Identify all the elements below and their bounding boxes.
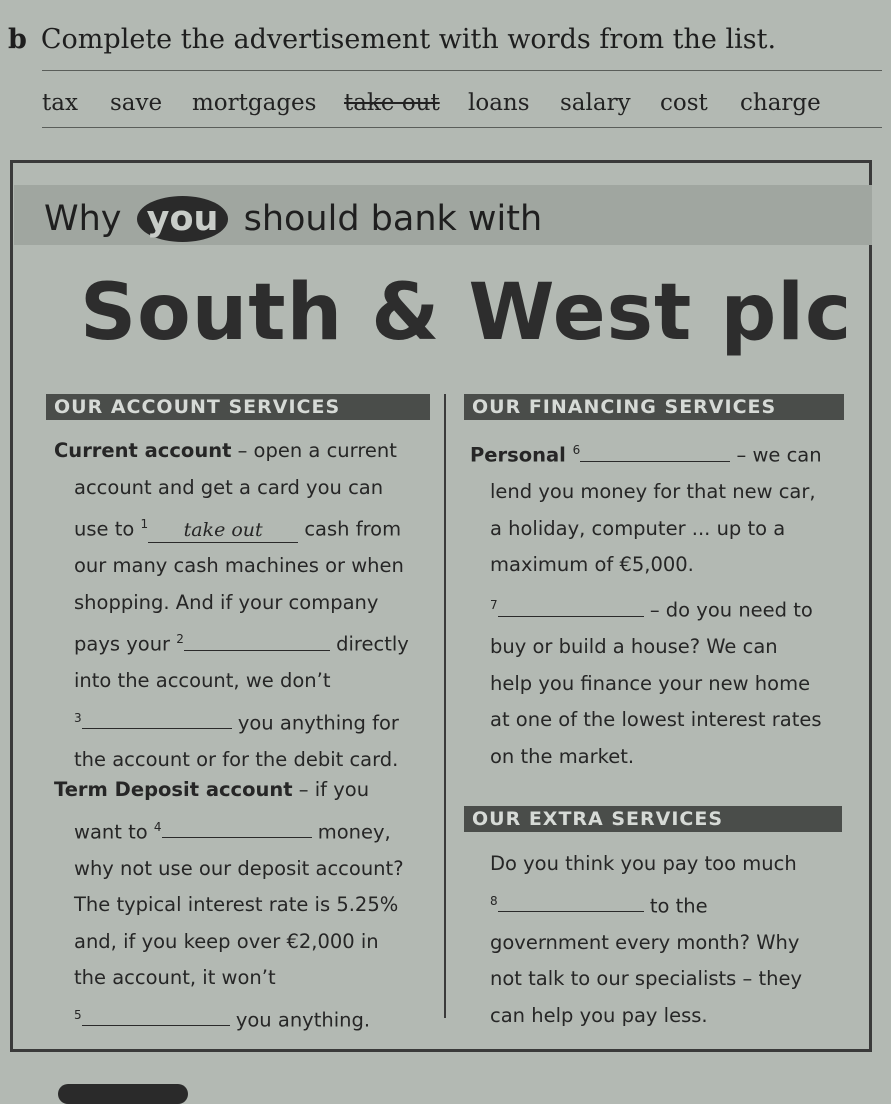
why-heading <box>44 196 542 242</box>
gap-number-5: 5 <box>74 1007 82 1022</box>
gap-1-answer: take out <box>148 520 298 543</box>
gap-number-8: 8 <box>490 893 498 908</box>
text-line: can help you pay less. <box>490 1003 708 1027</box>
text-line: our many cash machines or when <box>74 554 404 577</box>
why-suffix: should bank with <box>243 199 543 239</box>
text-line: – do you need to <box>643 598 813 622</box>
gap-5-blank[interactable] <box>82 1003 230 1026</box>
gap-number-6: 6 <box>572 443 581 457</box>
text-line: want to <box>74 820 154 843</box>
term-deposit-paragraph <box>54 772 404 1039</box>
extra-services-heading: OUR EXTRA SERVICES <box>464 806 842 832</box>
personal-loans-paragraph <box>470 432 822 584</box>
text-line: to the <box>643 894 708 917</box>
text-line: directly <box>329 632 409 656</box>
why-prefix: Why <box>44 199 122 239</box>
extra-services-paragraph <box>470 846 802 1034</box>
current-account-lead: Current account <box>54 439 232 462</box>
text-line: buy or build a house? We can <box>490 635 778 658</box>
gap-3-blank[interactable] <box>82 706 232 729</box>
personal-lead: Personal <box>470 443 573 467</box>
next-section-tab <box>58 1084 188 1104</box>
term-deposit-lead: Term Deposit account <box>54 778 293 801</box>
word-list-item: mortgages <box>192 90 317 116</box>
text-line: – we can <box>730 443 822 467</box>
text-line: account and get a card you can <box>74 475 384 499</box>
home-finance-paragraph <box>470 587 822 775</box>
text-line: government every month? Why <box>490 930 800 954</box>
account-services-heading: OUR ACCOUNT SERVICES <box>46 394 430 420</box>
text-line: cash from <box>298 517 402 541</box>
text-line: Do you think you pay too much <box>490 852 797 875</box>
exercise-letter: b <box>8 24 27 55</box>
text-line: pays your <box>74 632 177 656</box>
word-list-bottom-rule <box>42 127 882 128</box>
bank-brand-name: South & West plc <box>80 268 853 358</box>
word-list-item-struck: take out <box>344 90 440 116</box>
gap-number-2: 2 <box>176 632 184 646</box>
column-divider <box>444 394 446 1018</box>
text-line: money, <box>311 820 391 843</box>
word-list-item: loans <box>468 90 530 116</box>
word-list-item: save <box>110 90 163 116</box>
gap-4-blank[interactable] <box>162 815 312 838</box>
text-line: maximum of €5,000. <box>490 553 694 576</box>
you-badge: you <box>137 196 229 242</box>
text-line: not talk to our specialists – they <box>490 967 803 990</box>
text-line: the account, it won’t <box>74 966 276 989</box>
text-line: help you finance your new home <box>490 671 811 695</box>
word-list-top-rule <box>42 70 882 71</box>
text-line: at one of the lowest interest rates <box>490 708 822 731</box>
text-line: – if you <box>292 778 370 801</box>
word-list-item: charge <box>740 90 821 116</box>
gap-number-1: 1 <box>140 517 149 531</box>
text-line: and, if you keep over €2,000 in <box>74 929 379 953</box>
word-list-item: salary <box>560 90 631 116</box>
gap-number-7: 7 <box>490 598 498 612</box>
instruction-text: Complete the advertisement with words from the list. <box>40 24 777 55</box>
gap-6-blank[interactable] <box>580 439 730 462</box>
gap-number-3: 3 <box>74 710 82 725</box>
text-line: you anything for <box>231 711 399 734</box>
text-line: shopping. And if your company <box>74 590 379 614</box>
current-account-paragraph <box>54 433 409 778</box>
text-line: use to <box>74 517 141 541</box>
exercise-instruction <box>8 24 776 55</box>
text-line: lend you money for that new car, <box>490 480 816 503</box>
text-line: you anything. <box>229 1008 371 1031</box>
text-line: a holiday, computer ... up to a <box>490 516 786 540</box>
text-line: the account or for the debit card. <box>74 747 399 771</box>
word-list-item: cost <box>660 90 708 116</box>
text-line: into the account, we don’t <box>74 669 331 692</box>
gap-2-blank[interactable] <box>184 628 330 651</box>
word-list-item: tax <box>42 90 78 116</box>
text-line: The typical interest rate is 5.25% <box>74 893 399 916</box>
text-line: why not use our deposit account? <box>74 856 404 880</box>
text-line: on the market. <box>490 744 635 768</box>
gap-number-4: 4 <box>153 819 162 834</box>
financing-services-heading: OUR FINANCING SERVICES <box>464 394 844 420</box>
text-line: – open a current <box>231 439 397 462</box>
gap-7-blank[interactable] <box>498 594 644 617</box>
gap-8-blank[interactable] <box>498 889 644 912</box>
